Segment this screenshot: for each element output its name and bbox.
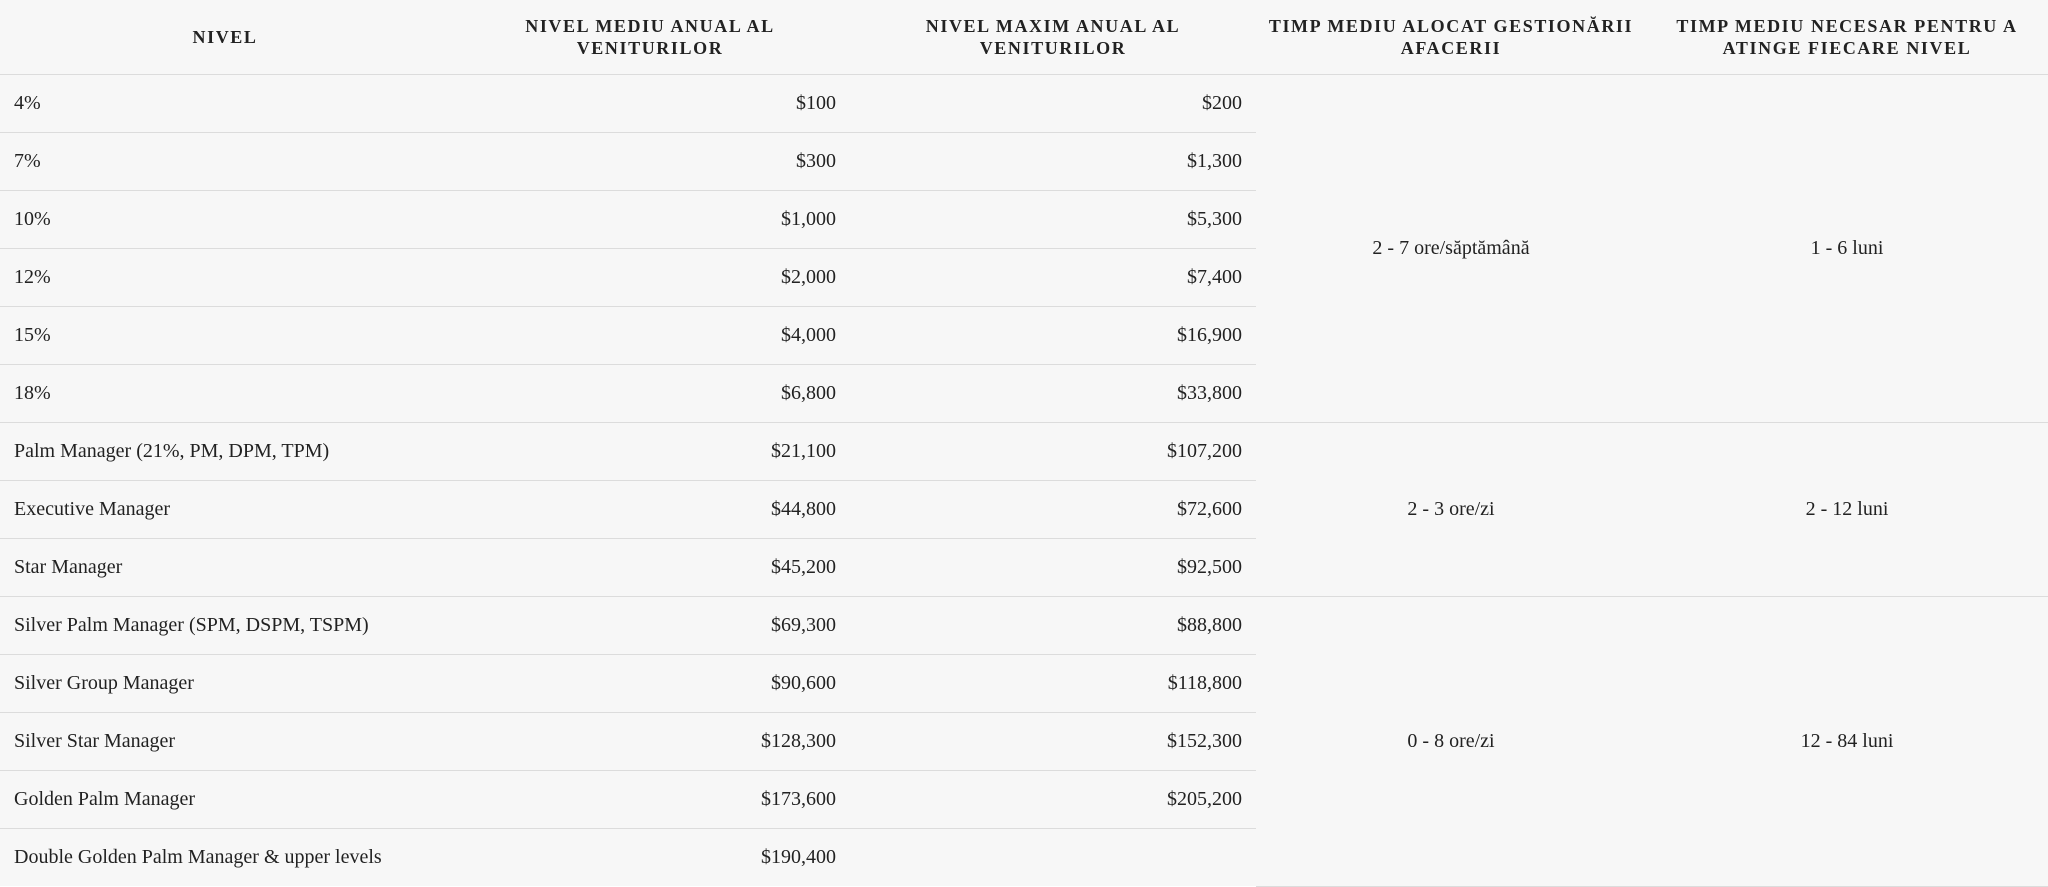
group-time-cell: 0 - 8 ore/zi — [1256, 597, 1646, 887]
header-row — [0, 0, 2048, 75]
max-income-cell: $152,300 — [850, 713, 1256, 771]
level-cell: Silver Palm Manager (SPM, DSPM, TSPM) — [0, 597, 450, 655]
avg-income-cell: $100 — [450, 75, 850, 133]
header-avg-income: NIVEL MEDIU ANUAL AL VENITURILOR — [450, 0, 850, 75]
max-income-cell: $33,800 — [850, 365, 1256, 423]
max-income-cell — [850, 829, 1256, 887]
table-body — [0, 75, 2048, 887]
level-cell: Star Manager — [0, 539, 450, 597]
avg-income-cell: $6,800 — [450, 365, 850, 423]
level-cell: 15% — [0, 307, 450, 365]
avg-income-cell: $45,200 — [450, 539, 850, 597]
header-time-to-reach: TIMP MEDIU NECESAR PENTRU A ATINGE FIECARE NIVEL — [1646, 0, 2048, 75]
max-income-cell: $200 — [850, 75, 1256, 133]
level-cell: 12% — [0, 249, 450, 307]
max-income-cell: $7,400 — [850, 249, 1256, 307]
table-header — [0, 0, 2048, 75]
level-cell: 4% — [0, 75, 450, 133]
max-income-cell: $88,800 — [850, 597, 1256, 655]
avg-income-cell: $2,000 — [450, 249, 850, 307]
level-cell: Palm Manager (21%, PM, DPM, TPM) — [0, 423, 450, 481]
table-row — [0, 75, 2048, 133]
max-income-cell: $1,300 — [850, 133, 1256, 191]
group-time-cell: 2 - 3 ore/zi — [1256, 423, 1646, 597]
group-duration-cell: 12 - 84 luni — [1646, 597, 2048, 887]
level-cell: Double Golden Palm Manager & upper levels — [14, 846, 382, 868]
avg-income-cell: $128,300 — [450, 713, 850, 771]
avg-income-cell: $90,600 — [450, 655, 850, 713]
header-max-income: NIVEL MAXIM ANUAL AL VENITURILOR — [850, 0, 1256, 75]
level-cell: 10% — [0, 191, 450, 249]
avg-income-cell: $173,600 — [450, 771, 850, 829]
table-row — [0, 423, 2048, 481]
group-duration-cell: 2 - 12 luni — [1646, 423, 2048, 597]
max-income-cell: $92,500 — [850, 539, 1256, 597]
level-cell: 7% — [0, 133, 450, 191]
group-duration-cell: 1 - 6 luni — [1646, 75, 2048, 423]
max-income-cell: $205,200 — [850, 771, 1256, 829]
header-level: NIVEL — [0, 0, 450, 75]
max-income-cell: $107,200 — [850, 423, 1256, 481]
avg-income-cell: $69,300 — [450, 597, 850, 655]
avg-income-cell: $44,800 — [450, 481, 850, 539]
avg-income-cell: $300 — [450, 133, 850, 191]
level-cell: Golden Palm Manager — [0, 771, 450, 829]
avg-income-cell: $190,400 — [761, 846, 836, 868]
max-income-cell: $118,800 — [850, 655, 1256, 713]
avg-income-cell: $21,100 — [450, 423, 850, 481]
max-income-cell: $5,300 — [850, 191, 1256, 249]
table-row — [0, 597, 2048, 655]
avg-income-cell: $4,000 — [450, 307, 850, 365]
level-cell: Silver Group Manager — [0, 655, 450, 713]
level-cell: Executive Manager — [0, 481, 450, 539]
level-cell: 18% — [0, 365, 450, 423]
avg-income-cell: $1,000 — [450, 191, 850, 249]
max-income-cell: $16,900 — [850, 307, 1256, 365]
group-time-cell: 2 - 7 ore/săptămână — [1256, 75, 1646, 423]
level-cell: Silver Star Manager — [0, 713, 450, 771]
max-income-cell: $72,600 — [850, 481, 1256, 539]
header-avg-time: TIMP MEDIU ALOCAT GESTIONĂRII AFACERII — [1256, 0, 1646, 75]
